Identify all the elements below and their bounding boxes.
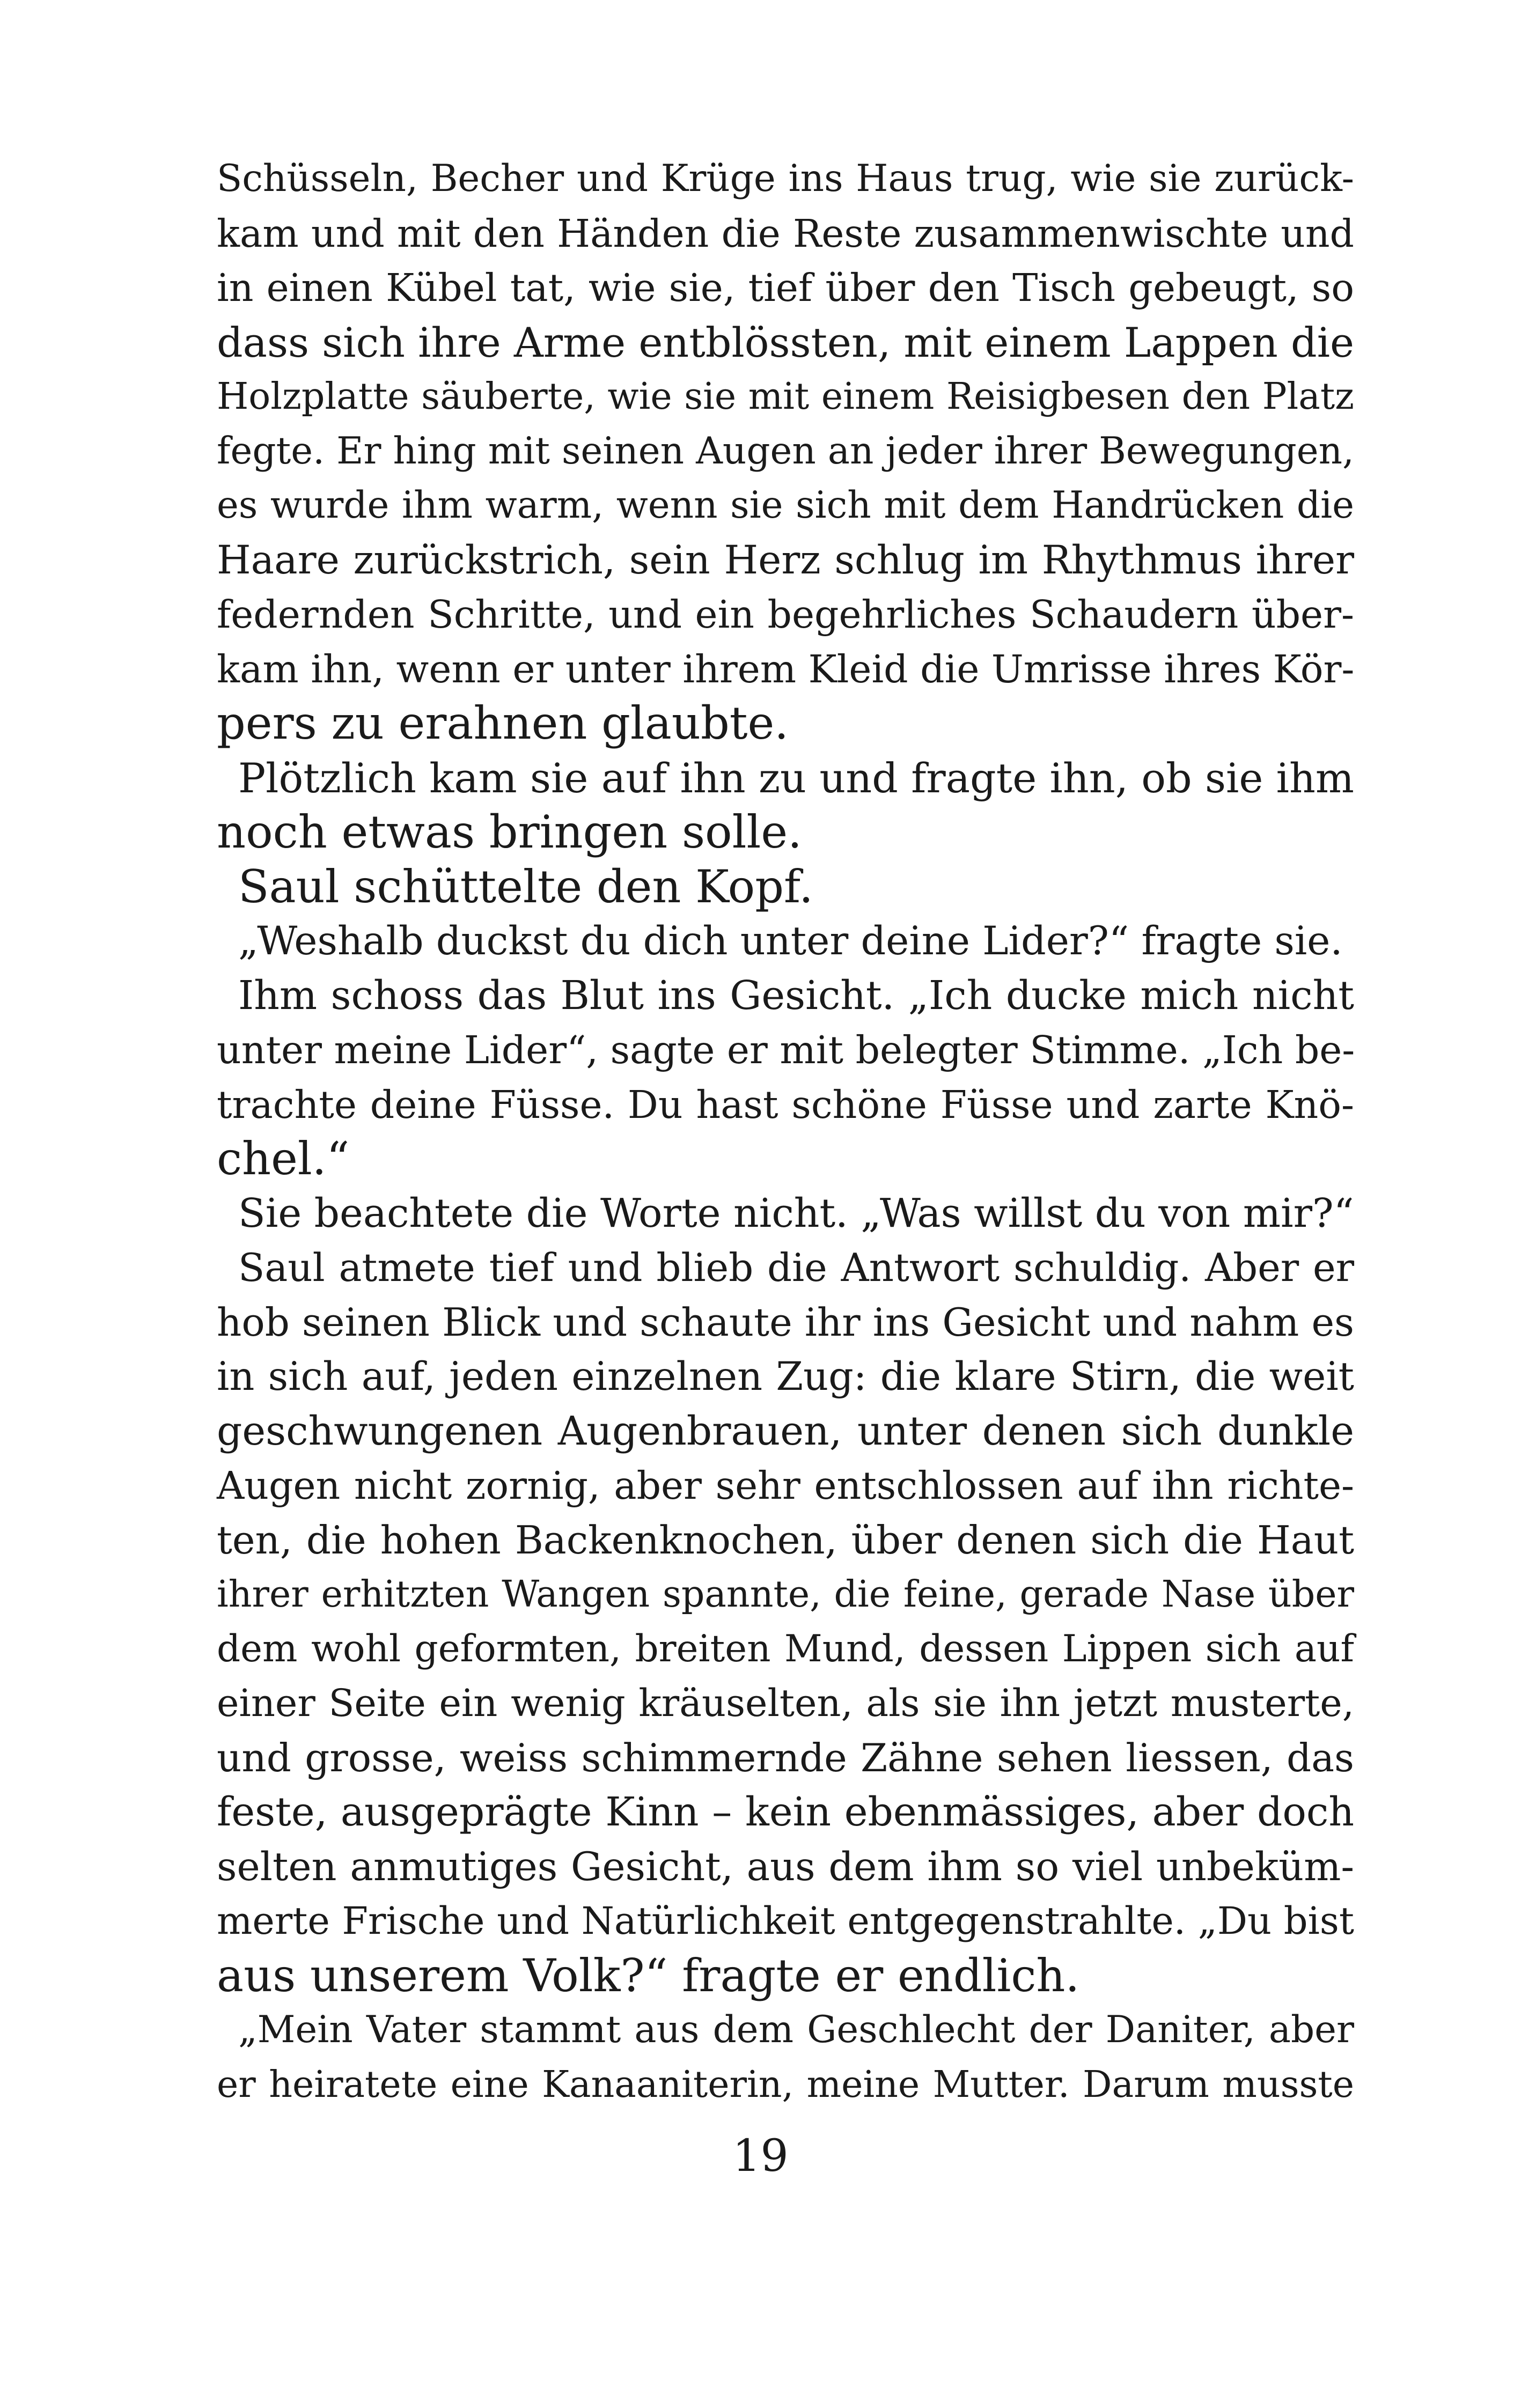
text-line: und grosse, weiss schimmernde Zähne sehen liessen, das xyxy=(217,1735,1354,1780)
text-line: er heiratete eine Kanaaniterin, meine Mutter. Darum musste xyxy=(217,2063,1354,2106)
text-line: es wurde ihm warm, wenn sie sich mit dem Handrücken die xyxy=(217,484,1354,527)
body-text xyxy=(217,152,1354,2112)
text-line: „Mein Vater stammt aus dem Geschlecht der Daniter, aber xyxy=(238,2008,1354,2051)
text-line: einer Seite ein wenig kräuselten, als sie ihn jetzt musterte, xyxy=(217,1681,1354,1725)
text-line: noch etwas bringen solle. xyxy=(217,806,802,858)
text-line: unter meine Lider“, sagte er mit belegter Stimme. „Ich be- xyxy=(217,1028,1355,1072)
text-line: kam und mit den Händen die Reste zusammenwischte und xyxy=(217,211,1354,256)
text-line: Augen nicht zornig, aber sehr entschlossen auf ihn richte- xyxy=(217,1463,1354,1508)
text-line: fegte. Er hing mit seinen Augen an jeder ihrer Bewegungen, xyxy=(217,429,1354,473)
text-line: in einen Kübel tat, wie sie, tief über den Tisch gebeugt, so xyxy=(217,266,1354,310)
text-line: hob seinen Blick und schaute ihr ins Gesicht und nahm es xyxy=(217,1299,1354,1345)
text-line: trachte deine Füsse. Du hast schöne Füsse und zarte Knö- xyxy=(217,1082,1354,1127)
text-line: Sie beachtete die Worte nicht. „Was willst du von mir?“ xyxy=(238,1190,1354,1236)
page-number: 19 xyxy=(732,2131,789,2182)
text-line: feste, ausgeprägte Kinn – kein ebenmässiges, aber doch xyxy=(217,1789,1354,1835)
text-line: dass sich ihre Arme entblössten, mit einem Lappen die xyxy=(217,318,1354,366)
text-line: Saul schüttelte den Kopf. xyxy=(238,860,813,913)
text-line: federnden Schritte, und ein begehrliches Schaudern über- xyxy=(217,592,1354,637)
text-line: merte Frische und Natürlichkeit entgegenstrahlte. „Du bist xyxy=(217,1899,1354,1943)
text-line: pers zu erahnen glaubte. xyxy=(217,697,789,749)
text-line: ihrer erhitzten Wangen spannte, die feine, gerade Nase über xyxy=(217,1573,1354,1616)
text-line: in sich auf, jeden einzelnen Zug: die klare Stirn, die weit xyxy=(217,1354,1354,1400)
text-line: „Weshalb duckst du dich unter deine Lider?“ fragte sie. xyxy=(238,918,1343,964)
text-line: kam ihn, wenn er unter ihrem Kleid die Umrisse ihres Kör- xyxy=(217,646,1355,691)
text-line: geschwungenen Augenbrauen, unter denen sich dunkle xyxy=(217,1408,1354,1454)
text-line: Saul atmete tief und blieb die Antwort schuldig. Aber er xyxy=(238,1245,1354,1290)
text-line: dem wohl geformten, breiten Mund, dessen Lippen sich auf xyxy=(217,1627,1354,1670)
text-line: ten, die hohen Backenknochen, über denen sich die Haut xyxy=(217,1517,1354,1563)
text-line: Ihm schoss das Blut ins Gesicht. „Ich ducke mich nicht xyxy=(238,972,1354,1019)
text-line: Plötzlich kam sie auf ihn zu und fragte ihn, ob sie ihm xyxy=(238,754,1354,802)
text-line: Holzplatte säuberte, wie sie mit einem Reisigbesen den Platz xyxy=(217,375,1354,418)
text-line: aus unserem Volk?“ fragte er endlich. xyxy=(217,1949,1080,2002)
text-line: Haare zurückstrich, sein Herz schlug im Rhythmus ihrer xyxy=(217,537,1354,583)
text-line: selten anmutiges Gesicht, aus dem ihm so viel unbeküm- xyxy=(217,1844,1354,1890)
text-line: Schüsseln, Becher und Krüge ins Haus trug, wie sie zurück- xyxy=(217,157,1354,200)
text-line: chel.“ xyxy=(217,1132,350,1185)
